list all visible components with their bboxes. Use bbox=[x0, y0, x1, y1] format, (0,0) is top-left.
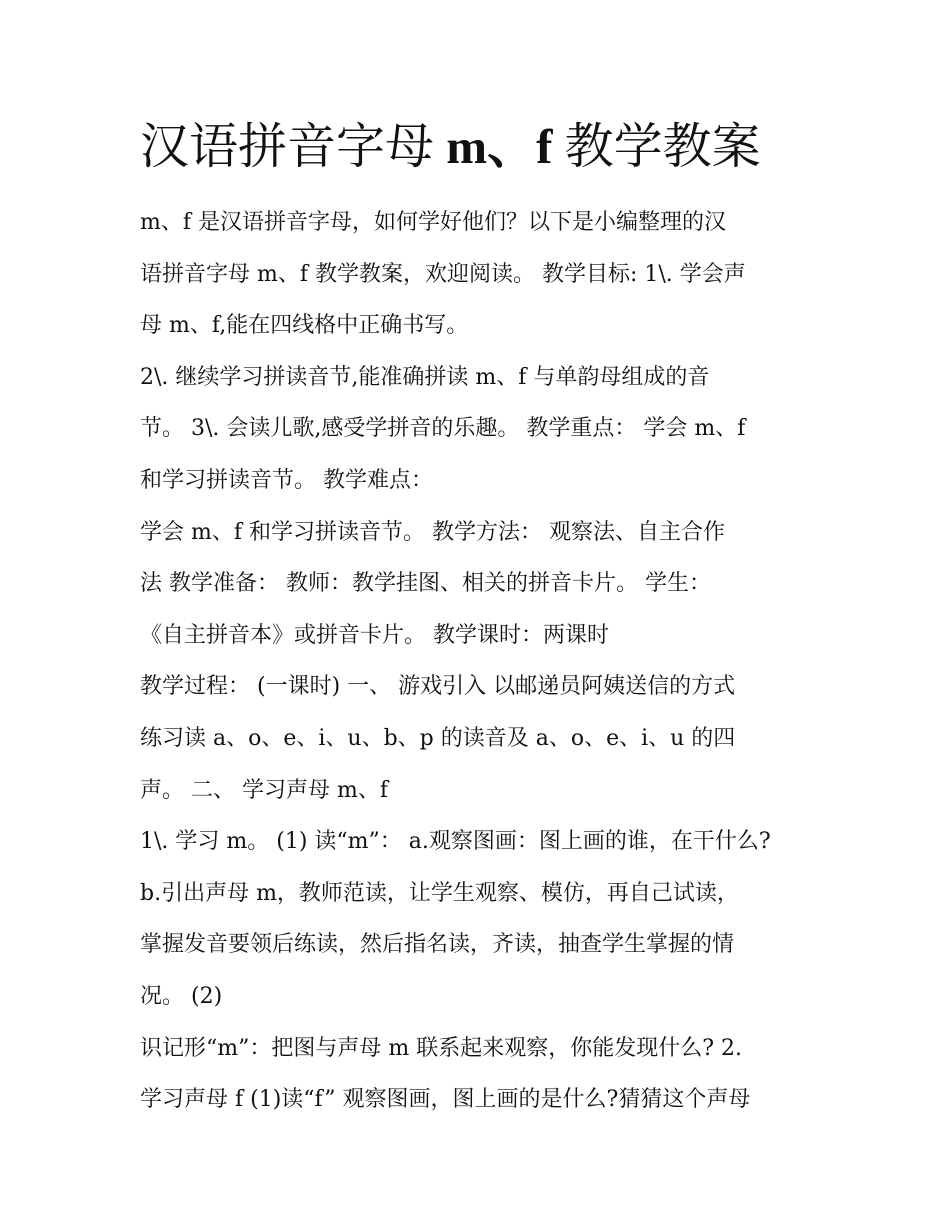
text-line: 况。 (2) bbox=[140, 983, 223, 1009]
text-line: 法 教学准备： 教师：教学挂图、相关的拼音卡片。 学生： bbox=[140, 571, 711, 597]
text-line: 学会 m、f 和学习拼读音节。 教学方法： 观察法、自主合作 bbox=[140, 519, 725, 545]
text-line: 1\. 学习 m。 (1) 读“m”： a.观察图画：图上画的谁，在干什么? bbox=[140, 829, 771, 855]
text-line: 掌握发音要领后练读，然后指名读，齐读，抽查学生掌握的情 bbox=[140, 932, 735, 958]
text-line: 识记形“m”：把图与声母 m 联系起来观察，你能发现什么? 2. bbox=[140, 1035, 742, 1061]
document-body bbox=[140, 197, 820, 1126]
text-line: 《自主拼音本》或拼音卡片。 教学课时：两课时 bbox=[140, 622, 609, 648]
text-line: 母 m、f,能在四线格中正确书写。 bbox=[140, 313, 469, 339]
text-line: 教学过程： (一课时) 一、 游戏引入 以邮递员阿姨送信的方式 bbox=[140, 674, 736, 700]
text-line: 学习声母 f (1)读“f” 观察图画，图上画的是什么?猜猜这个声母 bbox=[140, 1087, 751, 1113]
text-line: m、f 是汉语拼音字母，如何学好他们？以下是小编整理的汉 bbox=[140, 210, 726, 235]
title-part-2: m、f bbox=[434, 119, 565, 174]
text-line: 和学习拼读音节。 教学难点： bbox=[140, 467, 433, 493]
text-line: 节。 3\. 会读儿歌,感受学拼音的乐趣。 教学重点： 学会 m、f bbox=[140, 416, 746, 442]
text-line: 语拼音字母 m、f 教学教案，欢迎阅读。 教学目标: 1\. 学会声 bbox=[140, 261, 746, 287]
title-part-1: 汉语拼音字母 bbox=[140, 118, 435, 175]
text-line: 练习读 a、o、e、i、u、b、p 的读音及 a、o、e、i、u 的四 bbox=[140, 725, 736, 751]
title-part-3: 教学教案 bbox=[564, 118, 761, 175]
document-title bbox=[140, 112, 761, 182]
text-line: 声。 二、 学习声母 m、f bbox=[140, 777, 388, 803]
text-line: b.引出声母 m，教师范读，让学生观察、模仿，再自己试读， bbox=[140, 880, 739, 906]
text-line: 2\. 继续学习拼读音节,能准确拼读 m、f 与单韵母组成的音 bbox=[140, 364, 710, 390]
